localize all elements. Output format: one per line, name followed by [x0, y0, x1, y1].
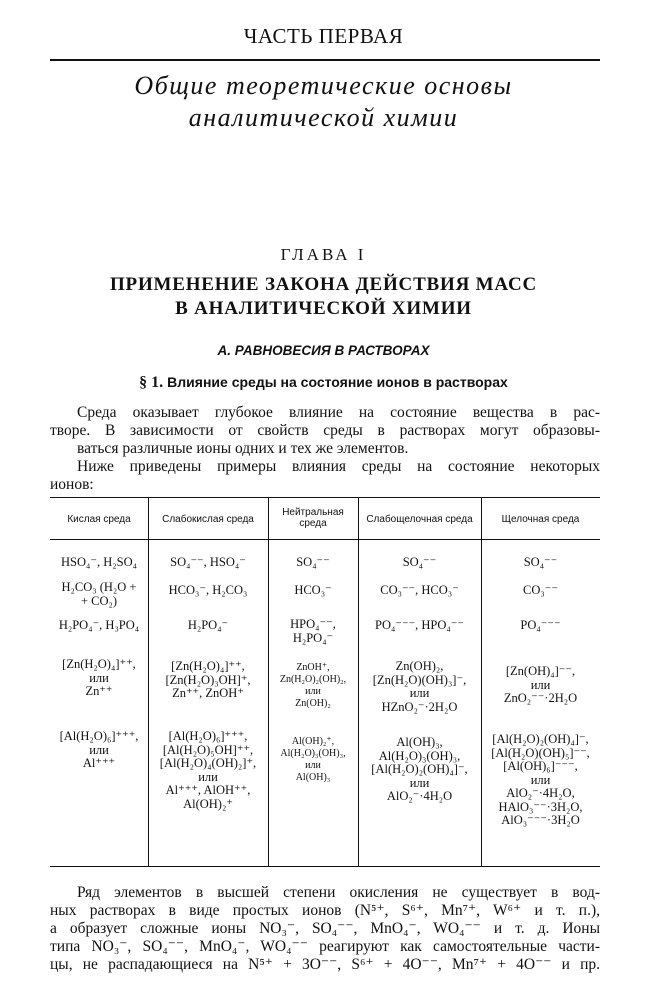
chapter-title-line-2: В АНАЛИТИЧЕСКОЙ ХИМИИ — [175, 298, 472, 319]
table-cell: [Al(H₂O)₆]⁺⁺⁺, или Al⁺⁺⁺ — [59, 729, 139, 770]
table-cell: Zn(OH)₂, [Zn(H₂O)(OH)₃]⁻, или HZnO₂⁻·2H₂O — [372, 659, 467, 714]
part-subtitle-line-1: Общие теоретические основы — [134, 71, 513, 100]
part-subtitle-line-2: аналитической химии — [188, 103, 459, 132]
table-cell: HPO₄⁻⁻, H₂PO₄⁻ — [290, 617, 336, 645]
table-cell: SO₄⁻⁻ — [402, 555, 437, 569]
intro-line-1: Среда оказывает глубокое влияние на состояние вещества в рас- — [77, 404, 600, 421]
paragraph-sign: § 1. — [139, 374, 164, 391]
table-cell: SO₄⁻⁻ — [523, 555, 558, 569]
table-cell: CO₃⁻⁻, HCO₃⁻ — [380, 583, 459, 597]
intro-line-2: творе. В зависимости от свойств среды в растворах могут образовы- — [50, 422, 600, 439]
table-cell: H₂PO₄⁻, H₃PO₄ — [58, 618, 140, 632]
table-cell: HCO₃⁻, H₂CO₃ — [168, 583, 248, 597]
table-cell: PO₄⁻⁻⁻, HPO₄⁻⁻ — [375, 618, 464, 632]
chapter-title-line-1: ПРИМЕНЕНИЕ ЗАКОНА ДЕЙСТВИЯ МАСС — [109, 274, 538, 295]
table-cell: PO₄⁻⁻⁻ — [520, 618, 561, 632]
outro-line-3: а образует сложные ионы NO₃⁻, SO₄⁻⁻, MnO₄⁻, WO₄⁻⁻ и т. д. Ионы — [50, 920, 600, 937]
header-rule — [50, 59, 600, 61]
table-cell: H₂PO₄⁻ — [187, 618, 229, 632]
table-cell: ZnOH⁺, Zn(H₂O)₂(OH)₂, или Zn(OH)₂ — [279, 662, 347, 709]
table-cell: H₂CO₃ (H₂O + + CO₂) — [61, 580, 137, 608]
table-header-acidic: Кислая среда — [67, 514, 131, 525]
intro-line-5: ионов: — [50, 476, 94, 493]
table-cell: [Zn(H₂O)₄]⁺⁺, или Zn⁺⁺ — [62, 657, 136, 698]
table-cell: [Zn(H₂O)₄]⁺⁺, [Zn(H₂O)₃OH]⁺, Zn⁺⁺, ZnOH⁺ — [165, 659, 251, 700]
paragraph-heading — [0, 374, 647, 392]
outro-line-2: ных растворах в виде простых ионов (N⁵⁺, S⁶⁺, Mn⁷⁺, W⁶⁺ и т. п.), — [50, 902, 600, 919]
chapter-number: ГЛАВА I — [280, 245, 367, 264]
table-cell: HCO₃⁻ — [294, 583, 332, 597]
table-cell: [Zn(OH)₄]⁻⁻, или ZnO₂⁻⁻·2H₂O — [503, 664, 578, 705]
section-heading: А. РАВНОВЕСИЯ В РАСТВОРАХ — [217, 343, 430, 358]
table-top-rule — [50, 497, 600, 498]
table-cell: Al(OH)₂⁺, Al(H₂O)₃(OH)₃, или Al(OH)₃ — [280, 736, 346, 783]
table-cell: [Al(H₂O)₂(OH)₄]⁻, [Al(H₂O)(OH)₅]⁻⁻, [Al(OH)₆]⁻⁻⁻, или AlO₂⁻·4H₂O, HAlO₃⁻⁻·3H₂O, AlO₃⁻⁻⁻·3H₂O — [491, 732, 590, 827]
outro-line-4: типа NO₃⁻, SO₄⁻⁻, MnO₄⁻, WO₄⁻⁻ реагируют как самостоятельные части- — [50, 938, 600, 955]
part-title: ЧАСТЬ ПЕРВАЯ — [243, 24, 404, 48]
table-cell: SO₄⁻⁻, HSO₄⁻ — [170, 555, 246, 569]
table-header-neutral: Нейтральная среда — [282, 507, 344, 529]
table-header-weak-alkaline: Слабощелочная среда — [366, 514, 473, 525]
table-header-alkaline: Щелочная среда — [501, 514, 580, 525]
outro-line-5: цы, не распадающиеся на N⁵⁺ + 3O⁻⁻, S⁶⁺ + 4O⁻⁻, Mn⁷⁺ + 4O⁻⁻ и пр. — [50, 956, 600, 973]
table-cell: CO₃⁻⁻ — [523, 583, 558, 597]
table-header-rule — [50, 539, 600, 540]
paragraph-title: Влияние среды на состояние ионов в растворах — [167, 374, 508, 390]
intro-line-4: Ниже приведены примеры влияния среды на состояние некоторых — [77, 458, 600, 475]
intro-line-3: ваться различные ионы одних и тех же элементов. — [77, 440, 409, 457]
table-cell: SO₄⁻⁻ — [296, 555, 330, 569]
table-cell: HSO₄⁻, H₂SO₄ — [61, 555, 137, 569]
table-cell: Al(OH)₃, Al(H₂O)₃(OH)₃, [Al(H₂O)₂(OH)₄]⁻, или AlO₂⁻·4H₂O — [371, 735, 468, 803]
outro-line-1: Ряд элементов в высшей степени окисления не существует в вод- — [77, 884, 600, 901]
table-header-weak-acidic: Слабокислая среда — [162, 514, 254, 525]
table-cell: [Al(H₂O)₆]⁺⁺⁺, [Al(H₂O)₅OH]⁺⁺, [Al(H₂O)₄(OH)₂]⁺, или Al⁺⁺⁺, AlOH⁺⁺, Al(OH)₂⁺ — [159, 729, 257, 811]
table-bottom-rule — [50, 866, 600, 867]
